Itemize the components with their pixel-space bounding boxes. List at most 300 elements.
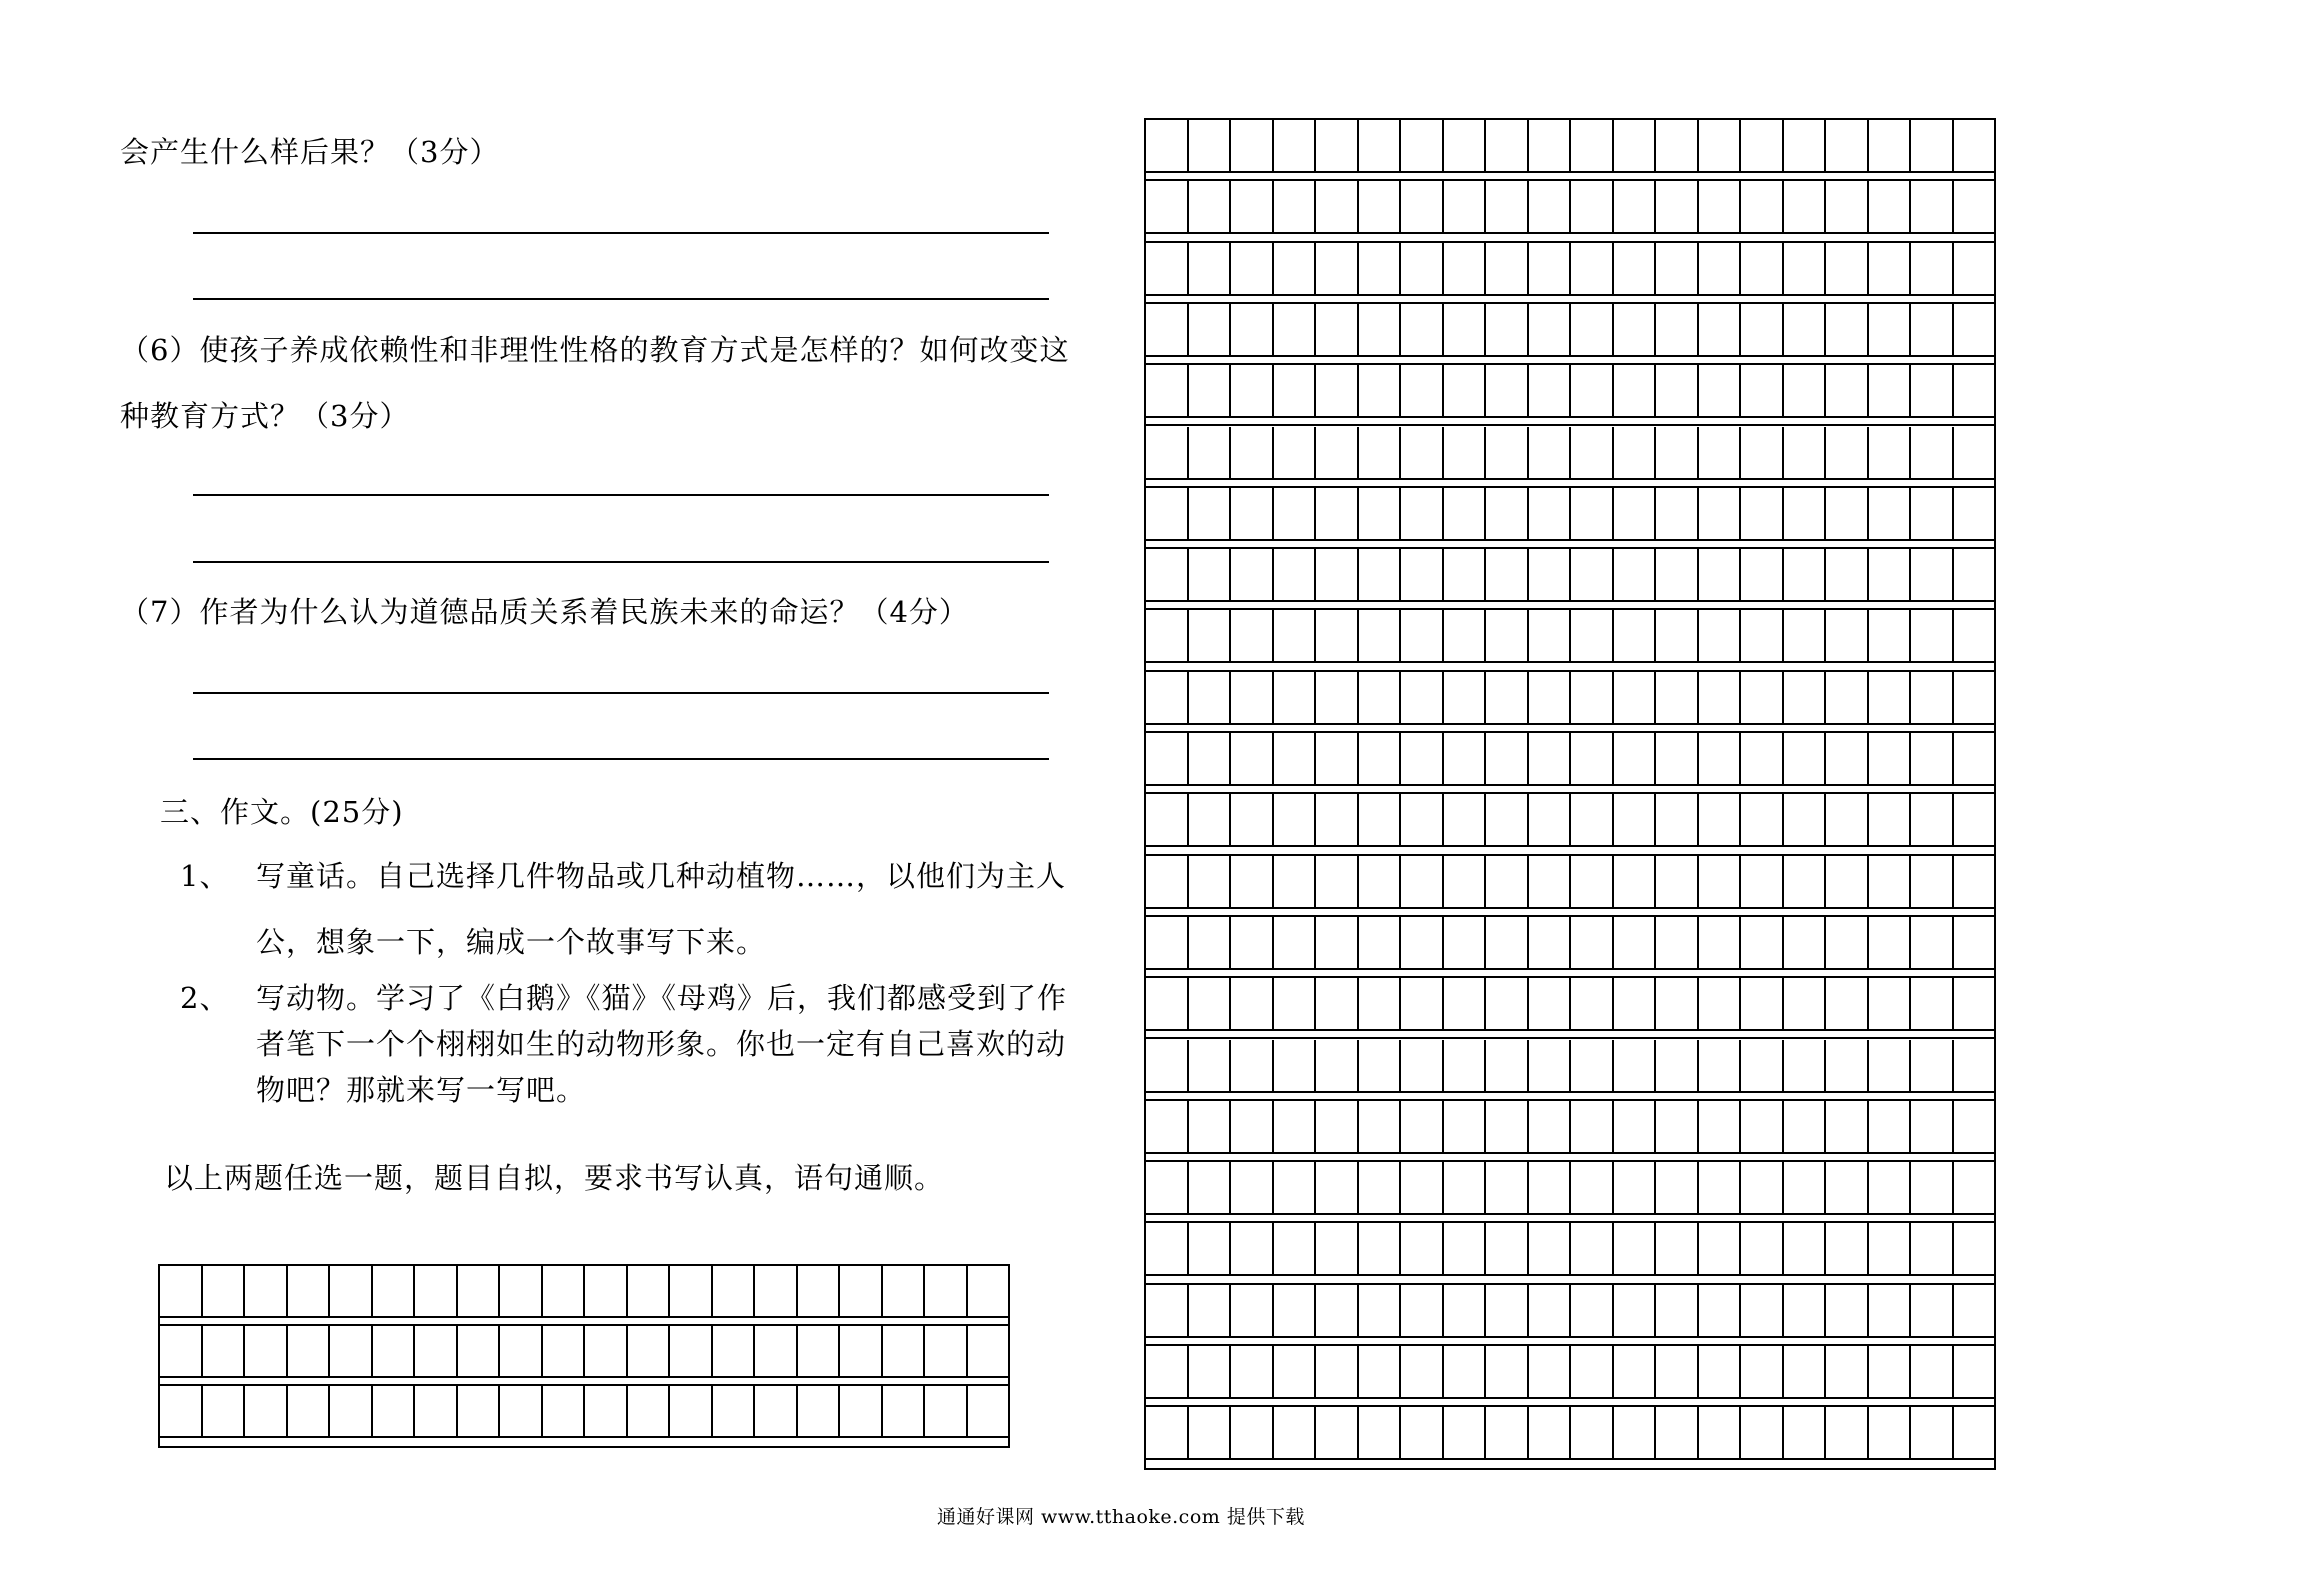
grid-cell[interactable]	[1826, 978, 1869, 1029]
grid-cell[interactable]	[1571, 243, 1614, 294]
grid-cell[interactable]	[1189, 1162, 1232, 1213]
grid-cell[interactable]	[1869, 304, 1912, 355]
grid-cell[interactable]	[1189, 672, 1232, 723]
grid-cell[interactable]	[1614, 733, 1657, 784]
grid-cell[interactable]	[840, 1266, 883, 1316]
grid-cell[interactable]	[1614, 488, 1657, 539]
grid-cell[interactable]	[1826, 672, 1869, 723]
grid-cell[interactable]	[1444, 304, 1487, 355]
grid-cell[interactable]	[1741, 1162, 1784, 1213]
grid-cell[interactable]	[1614, 978, 1657, 1029]
grid-cell[interactable]	[1826, 1040, 1869, 1091]
grid-cell[interactable]	[1954, 1285, 1995, 1336]
grid-cell[interactable]	[1189, 365, 1232, 416]
grid-cell[interactable]	[1656, 1407, 1699, 1458]
grid-cell[interactable]	[1656, 120, 1699, 171]
grid-cell[interactable]	[1571, 1407, 1614, 1458]
grid-cell[interactable]	[1444, 1101, 1487, 1152]
grid-cell[interactable]	[1359, 1346, 1402, 1397]
grid-cell[interactable]	[1826, 549, 1869, 600]
grid-cell[interactable]	[160, 1386, 203, 1436]
grid-cell[interactable]	[1741, 120, 1784, 171]
grid-cell[interactable]	[1614, 1223, 1657, 1274]
grid-cell[interactable]	[1529, 304, 1572, 355]
grid-cell[interactable]	[1784, 549, 1827, 600]
grid-cell[interactable]	[1146, 427, 1189, 478]
grid-cell[interactable]	[1359, 856, 1402, 907]
grid-cell[interactable]	[1656, 1162, 1699, 1213]
grid-cell[interactable]	[1614, 1346, 1657, 1397]
grid-cell[interactable]	[1699, 181, 1742, 232]
grid-cell[interactable]	[373, 1326, 416, 1376]
grid-cell[interactable]	[1189, 978, 1232, 1029]
grid-cell[interactable]	[1316, 1040, 1359, 1091]
grid-cell[interactable]	[1614, 549, 1657, 600]
grid-cell[interactable]	[1911, 120, 1954, 171]
grid-cell[interactable]	[1274, 672, 1317, 723]
grid-cell[interactable]	[1274, 978, 1317, 1029]
grid-cell[interactable]	[1401, 1162, 1444, 1213]
grid-cell[interactable]	[1656, 1223, 1699, 1274]
grid-cell[interactable]	[1614, 1040, 1657, 1091]
grid-cell[interactable]	[1529, 978, 1572, 1029]
grid-cell[interactable]	[883, 1266, 926, 1316]
grid-cell[interactable]	[1146, 1285, 1189, 1336]
grid-cell[interactable]	[1444, 1162, 1487, 1213]
grid-cell[interactable]	[1741, 1285, 1784, 1336]
grid-cell[interactable]	[1699, 1040, 1742, 1091]
grid-cell[interactable]	[1146, 856, 1189, 907]
grid-cell[interactable]	[1869, 181, 1912, 232]
grid-cell[interactable]	[1614, 794, 1657, 845]
grid-cell[interactable]	[458, 1266, 501, 1316]
grid-cell[interactable]	[1614, 1101, 1657, 1152]
grid-cell[interactable]	[1401, 488, 1444, 539]
grid-cell[interactable]	[1359, 794, 1402, 845]
grid-cell[interactable]	[1189, 1346, 1232, 1397]
grid-cell[interactable]	[1146, 304, 1189, 355]
grid-cell[interactable]	[1699, 856, 1742, 907]
grid-cell[interactable]	[415, 1386, 458, 1436]
grid-cell[interactable]	[1911, 549, 1954, 600]
grid-cell[interactable]	[1741, 549, 1784, 600]
grid-cell[interactable]	[670, 1326, 713, 1376]
grid-cell[interactable]	[1444, 427, 1487, 478]
grid-cell[interactable]	[1699, 1223, 1742, 1274]
grid-cell[interactable]	[1274, 488, 1317, 539]
grid-cell[interactable]	[1444, 610, 1487, 661]
grid-cell[interactable]	[1869, 365, 1912, 416]
grid-cell[interactable]	[1699, 610, 1742, 661]
grid-cell[interactable]	[1826, 243, 1869, 294]
grid-cell[interactable]	[1741, 1101, 1784, 1152]
grid-cell[interactable]	[1911, 1101, 1954, 1152]
grid-cell[interactable]	[1869, 733, 1912, 784]
grid-cell[interactable]	[1699, 1407, 1742, 1458]
grid-cell[interactable]	[1401, 365, 1444, 416]
grid-cell[interactable]	[1529, 672, 1572, 723]
grid-cell[interactable]	[1486, 181, 1529, 232]
grid-cell[interactable]	[1571, 549, 1614, 600]
grid-cell[interactable]	[798, 1386, 841, 1436]
grid-cell[interactable]	[1359, 1407, 1402, 1458]
grid-cell[interactable]	[1699, 917, 1742, 968]
grid-cell[interactable]	[203, 1386, 246, 1436]
grid-cell[interactable]	[1784, 794, 1827, 845]
grid-cell[interactable]	[1656, 733, 1699, 784]
grid-cell[interactable]	[288, 1266, 331, 1316]
grid-cell[interactable]	[1529, 794, 1572, 845]
grid-cell[interactable]	[1316, 181, 1359, 232]
grid-cell[interactable]	[1401, 672, 1444, 723]
grid-cell[interactable]	[1614, 917, 1657, 968]
grid-cell[interactable]	[968, 1326, 1009, 1376]
grid-cell[interactable]	[1274, 1040, 1317, 1091]
grid-cell[interactable]	[1741, 917, 1784, 968]
grid-cell[interactable]	[1359, 610, 1402, 661]
grid-cell[interactable]	[1741, 243, 1784, 294]
grid-cell[interactable]	[1189, 856, 1232, 907]
grid-cell[interactable]	[1231, 610, 1274, 661]
grid-cell[interactable]	[1231, 794, 1274, 845]
grid-cell[interactable]	[1401, 549, 1444, 600]
grid-cell[interactable]	[1571, 1223, 1614, 1274]
grid-cell[interactable]	[1359, 733, 1402, 784]
grid-cell[interactable]	[1529, 1407, 1572, 1458]
grid-cell[interactable]	[1189, 549, 1232, 600]
grid-cell[interactable]	[1401, 120, 1444, 171]
grid-cell[interactable]	[1486, 794, 1529, 845]
grid-cell[interactable]	[1656, 1285, 1699, 1336]
grid-cell[interactable]	[1316, 856, 1359, 907]
grid-cell[interactable]	[1826, 488, 1869, 539]
grid-cell[interactable]	[1231, 243, 1274, 294]
grid-cell[interactable]	[1656, 488, 1699, 539]
grid-cell[interactable]	[1571, 917, 1614, 968]
grid-cell[interactable]	[1656, 365, 1699, 416]
grid-cell[interactable]	[1656, 978, 1699, 1029]
grid-cell[interactable]	[1146, 1101, 1189, 1152]
grid-cell[interactable]	[1529, 1101, 1572, 1152]
grid-cell[interactable]	[1911, 1285, 1954, 1336]
grid-cell[interactable]	[1401, 610, 1444, 661]
grid-cell[interactable]	[1189, 243, 1232, 294]
grid-cell[interactable]	[1869, 978, 1912, 1029]
grid-cell[interactable]	[1699, 794, 1742, 845]
grid-cell[interactable]	[1869, 120, 1912, 171]
grid-cell[interactable]	[1741, 672, 1784, 723]
grid-cell[interactable]	[1146, 610, 1189, 661]
grid-cell[interactable]	[1359, 917, 1402, 968]
grid-cell[interactable]	[1316, 672, 1359, 723]
grid-cell[interactable]	[1954, 856, 1995, 907]
grid-cell[interactable]	[1826, 733, 1869, 784]
grid-cell[interactable]	[1274, 856, 1317, 907]
grid-cell[interactable]	[1656, 181, 1699, 232]
grid-cell[interactable]	[585, 1266, 628, 1316]
grid-cell[interactable]	[1231, 304, 1274, 355]
grid-cell[interactable]	[1529, 365, 1572, 416]
grid-cell[interactable]	[1954, 1101, 1995, 1152]
grid-cell[interactable]	[1911, 672, 1954, 723]
grid-cell[interactable]	[1571, 1040, 1614, 1091]
grid-cell[interactable]	[1614, 243, 1657, 294]
grid-cell[interactable]	[1444, 794, 1487, 845]
grid-cell[interactable]	[1869, 243, 1912, 294]
grid-cell[interactable]	[1359, 488, 1402, 539]
grid-cell[interactable]	[1486, 1040, 1529, 1091]
grid-cell[interactable]	[1274, 120, 1317, 171]
grid-cell[interactable]	[1274, 549, 1317, 600]
grid-cell[interactable]	[458, 1386, 501, 1436]
grid-cell[interactable]	[1529, 243, 1572, 294]
grid-cell[interactable]	[1614, 856, 1657, 907]
grid-cell[interactable]	[288, 1386, 331, 1436]
grid-cell[interactable]	[1486, 1162, 1529, 1213]
grid-cell[interactable]	[1741, 365, 1784, 416]
grid-cell[interactable]	[1529, 1040, 1572, 1091]
grid-cell[interactable]	[1826, 1407, 1869, 1458]
grid-cell[interactable]	[925, 1266, 968, 1316]
grid-cell[interactable]	[1869, 794, 1912, 845]
grid-cell[interactable]	[1614, 1407, 1657, 1458]
grid-cell[interactable]	[1359, 1101, 1402, 1152]
grid-cell[interactable]	[1486, 243, 1529, 294]
grid-cell[interactable]	[1486, 856, 1529, 907]
grid-cell[interactable]	[543, 1386, 586, 1436]
grid-cell[interactable]	[1316, 733, 1359, 784]
grid-cell[interactable]	[1571, 488, 1614, 539]
grid-cell[interactable]	[1274, 1285, 1317, 1336]
grid-cell[interactable]	[1954, 181, 1995, 232]
grid-cell[interactable]	[755, 1386, 798, 1436]
grid-cell[interactable]	[1401, 1101, 1444, 1152]
grid-cell[interactable]	[1954, 794, 1995, 845]
grid-cell[interactable]	[1911, 181, 1954, 232]
grid-cell[interactable]	[1529, 1223, 1572, 1274]
grid-cell[interactable]	[1444, 856, 1487, 907]
grid-cell[interactable]	[1146, 1040, 1189, 1091]
grid-cell[interactable]	[1911, 856, 1954, 907]
grid-cell[interactable]	[1954, 672, 1995, 723]
grid-cell[interactable]	[1741, 794, 1784, 845]
grid-cell[interactable]	[1911, 1040, 1954, 1091]
grid-cell[interactable]	[1189, 794, 1232, 845]
grid-cell[interactable]	[1444, 1040, 1487, 1091]
grid-cell[interactable]	[1826, 794, 1869, 845]
grid-cell[interactable]	[1359, 365, 1402, 416]
grid-cell[interactable]	[1316, 427, 1359, 478]
grid-cell[interactable]	[1316, 610, 1359, 661]
grid-cell[interactable]	[628, 1326, 671, 1376]
grid-cell[interactable]	[1274, 1162, 1317, 1213]
grid-cell[interactable]	[628, 1386, 671, 1436]
grid-cell[interactable]	[1656, 1040, 1699, 1091]
grid-cell[interactable]	[1529, 1162, 1572, 1213]
grid-cell[interactable]	[1826, 917, 1869, 968]
grid-cell[interactable]	[1359, 549, 1402, 600]
grid-cell[interactable]	[500, 1386, 543, 1436]
grid-cell[interactable]	[1401, 304, 1444, 355]
grid-cell[interactable]	[1401, 856, 1444, 907]
grid-cell[interactable]	[1656, 243, 1699, 294]
grid-cell[interactable]	[1869, 1407, 1912, 1458]
grid-cell[interactable]	[415, 1266, 458, 1316]
grid-cell[interactable]	[1146, 1223, 1189, 1274]
grid-cell[interactable]	[1146, 1162, 1189, 1213]
grid-cell[interactable]	[1444, 917, 1487, 968]
grid-cell[interactable]	[1486, 365, 1529, 416]
grid-cell[interactable]	[1869, 1346, 1912, 1397]
grid-cell[interactable]	[1784, 672, 1827, 723]
grid-cell[interactable]	[1911, 365, 1954, 416]
grid-cell[interactable]	[1401, 1407, 1444, 1458]
answer-line[interactable]	[193, 494, 1049, 496]
grid-cell[interactable]	[288, 1326, 331, 1376]
grid-cell[interactable]	[1189, 1040, 1232, 1091]
grid-cell[interactable]	[1146, 978, 1189, 1029]
answer-line[interactable]	[193, 561, 1049, 563]
grid-cell[interactable]	[1444, 488, 1487, 539]
grid-cell[interactable]	[1486, 549, 1529, 600]
grid-cell[interactable]	[1571, 1285, 1614, 1336]
grid-cell[interactable]	[373, 1266, 416, 1316]
grid-cell[interactable]	[925, 1326, 968, 1376]
grid-cell[interactable]	[1231, 672, 1274, 723]
grid-cell[interactable]	[203, 1326, 246, 1376]
grid-cell[interactable]	[1954, 1162, 1995, 1213]
grid-cell[interactable]	[1571, 365, 1614, 416]
grid-cell[interactable]	[1699, 304, 1742, 355]
grid-cell[interactable]	[1146, 243, 1189, 294]
grid-cell[interactable]	[1486, 304, 1529, 355]
grid-cell[interactable]	[1189, 1407, 1232, 1458]
grid-cell[interactable]	[1954, 733, 1995, 784]
answer-line[interactable]	[193, 298, 1049, 300]
grid-cell[interactable]	[1911, 488, 1954, 539]
grid-cell[interactable]	[1656, 1101, 1699, 1152]
grid-cell[interactable]	[1274, 304, 1317, 355]
grid-cell[interactable]	[1571, 1346, 1614, 1397]
grid-cell[interactable]	[1954, 917, 1995, 968]
grid-cell[interactable]	[1869, 610, 1912, 661]
grid-cell[interactable]	[1529, 610, 1572, 661]
grid-cell[interactable]	[1359, 672, 1402, 723]
grid-cell[interactable]	[1444, 1223, 1487, 1274]
grid-cell[interactable]	[1146, 672, 1189, 723]
grid-cell[interactable]	[1784, 1346, 1827, 1397]
grid-cell[interactable]	[1656, 427, 1699, 478]
grid-cell[interactable]	[1359, 1285, 1402, 1336]
grid-cell[interactable]	[1231, 181, 1274, 232]
grid-cell[interactable]	[1274, 243, 1317, 294]
grid-cell[interactable]	[755, 1326, 798, 1376]
grid-cell[interactable]	[1571, 1162, 1614, 1213]
grid-cell[interactable]	[1189, 181, 1232, 232]
grid-cell[interactable]	[1444, 365, 1487, 416]
writing-grid-left[interactable]	[158, 1264, 1010, 1448]
grid-cell[interactable]	[883, 1386, 926, 1436]
grid-cell[interactable]	[1359, 304, 1402, 355]
grid-cell[interactable]	[1401, 243, 1444, 294]
grid-cell[interactable]	[1954, 1040, 1995, 1091]
grid-cell[interactable]	[1784, 120, 1827, 171]
grid-cell[interactable]	[1911, 1223, 1954, 1274]
grid-cell[interactable]	[1699, 243, 1742, 294]
grid-cell[interactable]	[1656, 856, 1699, 907]
grid-cell[interactable]	[1571, 672, 1614, 723]
grid-cell[interactable]	[713, 1386, 756, 1436]
grid-cell[interactable]	[1784, 917, 1827, 968]
grid-cell[interactable]	[1869, 1285, 1912, 1336]
grid-cell[interactable]	[1954, 978, 1995, 1029]
grid-cell[interactable]	[1359, 243, 1402, 294]
grid-cell[interactable]	[1656, 672, 1699, 723]
grid-cell[interactable]	[1189, 1223, 1232, 1274]
grid-cell[interactable]	[1741, 733, 1784, 784]
grid-cell[interactable]	[1826, 1346, 1869, 1397]
grid-cell[interactable]	[1869, 917, 1912, 968]
grid-cell[interactable]	[1826, 1285, 1869, 1336]
grid-cell[interactable]	[755, 1266, 798, 1316]
grid-cell[interactable]	[1614, 1285, 1657, 1336]
grid-cell[interactable]	[1699, 672, 1742, 723]
grid-cell[interactable]	[1401, 1346, 1444, 1397]
grid-cell[interactable]	[1444, 733, 1487, 784]
grid-cell[interactable]	[1869, 856, 1912, 907]
grid-cell[interactable]	[1869, 1040, 1912, 1091]
answer-line[interactable]	[193, 232, 1049, 234]
grid-cell[interactable]	[713, 1266, 756, 1316]
grid-cell[interactable]	[330, 1266, 373, 1316]
grid-cell[interactable]	[1401, 181, 1444, 232]
grid-cell[interactable]	[1614, 672, 1657, 723]
grid-cell[interactable]	[1784, 1223, 1827, 1274]
grid-cell[interactable]	[1274, 917, 1317, 968]
grid-cell[interactable]	[1826, 1223, 1869, 1274]
grid-cell[interactable]	[840, 1386, 883, 1436]
grid-cell[interactable]	[1486, 1346, 1529, 1397]
grid-cell[interactable]	[1274, 1101, 1317, 1152]
grid-cell[interactable]	[1316, 243, 1359, 294]
grid-cell[interactable]	[1869, 1101, 1912, 1152]
grid-cell[interactable]	[1954, 243, 1995, 294]
grid-cell[interactable]	[1656, 917, 1699, 968]
grid-cell[interactable]	[968, 1386, 1009, 1436]
grid-cell[interactable]	[1316, 549, 1359, 600]
grid-cell[interactable]	[1486, 488, 1529, 539]
grid-cell[interactable]	[1486, 1285, 1529, 1336]
grid-cell[interactable]	[1741, 1040, 1784, 1091]
grid-cell[interactable]	[1699, 1101, 1742, 1152]
grid-cell[interactable]	[1444, 243, 1487, 294]
grid-cell[interactable]	[203, 1266, 246, 1316]
grid-cell[interactable]	[1826, 610, 1869, 661]
grid-cell[interactable]	[1826, 427, 1869, 478]
grid-cell[interactable]	[1146, 733, 1189, 784]
grid-cell[interactable]	[1274, 1346, 1317, 1397]
grid-cell[interactable]	[1784, 488, 1827, 539]
grid-cell[interactable]	[1826, 304, 1869, 355]
grid-cell[interactable]	[1189, 1285, 1232, 1336]
grid-cell[interactable]	[1784, 304, 1827, 355]
grid-cell[interactable]	[1486, 917, 1529, 968]
grid-cell[interactable]	[1486, 733, 1529, 784]
grid-cell[interactable]	[1189, 733, 1232, 784]
grid-cell[interactable]	[1146, 794, 1189, 845]
grid-cell[interactable]	[1784, 610, 1827, 661]
grid-cell[interactable]	[1571, 120, 1614, 171]
